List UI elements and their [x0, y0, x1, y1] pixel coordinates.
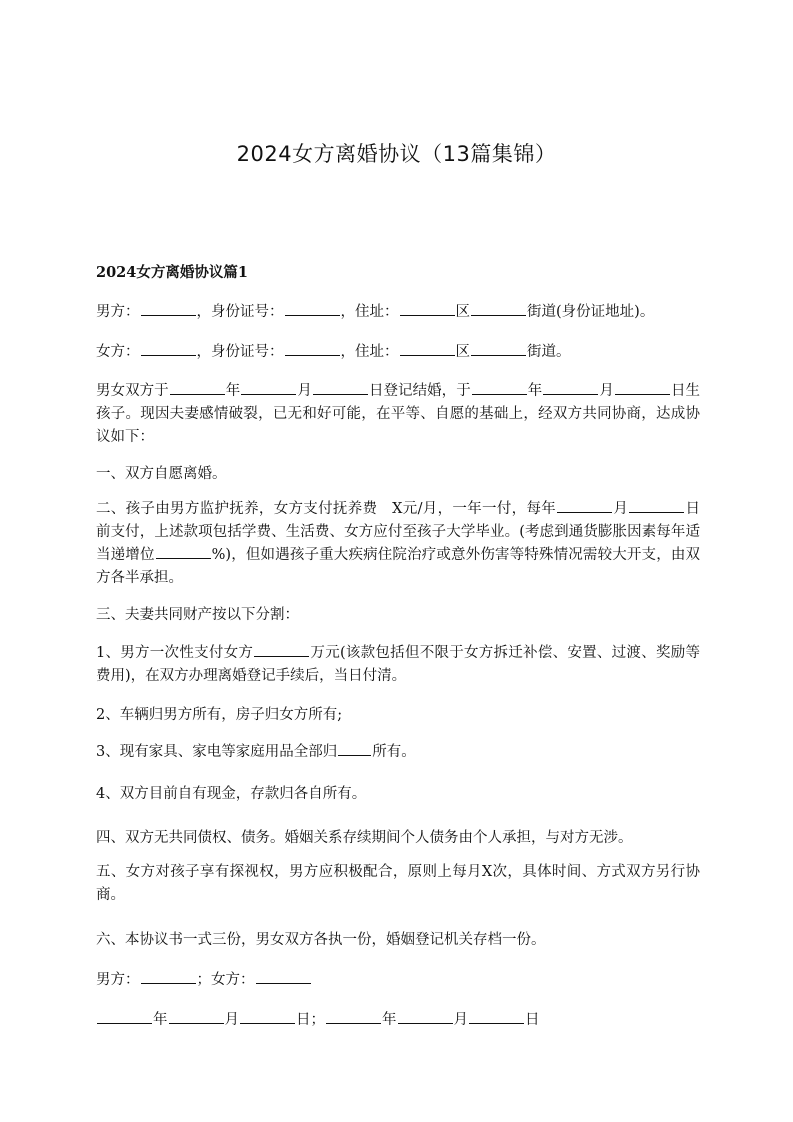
- label-text: ，身份证号：: [196, 344, 284, 360]
- blank-field: [141, 301, 196, 316]
- blank-field: [285, 301, 340, 316]
- label-text: 年: [382, 1012, 397, 1028]
- blank-field: [326, 1009, 381, 1024]
- section-title: 2024女方离婚协议篇1: [96, 264, 248, 281]
- label-text: ，住址：: [340, 344, 399, 360]
- label-text: 区: [455, 344, 470, 360]
- blank-field: [557, 498, 612, 513]
- label-text: ，身份证号：: [196, 304, 284, 320]
- blank-field: [543, 380, 598, 395]
- label-text: 男方：: [96, 304, 140, 320]
- item-3: [96, 741, 700, 764]
- label-text: 日生孩子。现因夫妻感情破裂，已无和好可能，在平等、自愿的基础上，经双方共同协商，达成协议如下：: [96, 383, 701, 445]
- blank-field: [400, 341, 455, 356]
- clause-5: 五、女方对孩子享有探视权，男方应积极配合，原则上每月X次，具体时间、方式双方另行协商。: [96, 864, 700, 903]
- label-text: %)，但如遇孩子重大疾病住院治疗或意外伤害等特殊情况需较大开支，由双方各半承担。: [96, 547, 701, 586]
- blank-field: [97, 1009, 152, 1024]
- label-text: 年: [153, 1012, 168, 1028]
- item-2: 2、车辆归男方所有，房子归女方所有;: [96, 707, 343, 723]
- item-4: 4、双方目前自有现金，存款归各自所有。: [96, 786, 367, 802]
- label-text: 日登记结婚，于: [368, 383, 471, 399]
- label-text: 男方：: [96, 972, 140, 988]
- label-text: 万元(该款包括但不限于女方拆迁补偿、安置、过渡、奖励等费用)，在双方办理离婚登记手续后，当日付清。: [96, 645, 700, 684]
- blank-field: [141, 341, 196, 356]
- label-text: 男女双方于: [96, 383, 169, 399]
- blank-field: [469, 1009, 524, 1024]
- label-text: 月: [453, 1012, 468, 1028]
- label-text: 所有。: [372, 744, 416, 760]
- blank-field: [170, 380, 225, 395]
- label-text: 月: [224, 1012, 239, 1028]
- blank-field: [313, 380, 368, 395]
- label-text: 月: [613, 501, 629, 517]
- label-text: 月: [297, 383, 312, 399]
- blank-field: [338, 741, 371, 756]
- blank-field: [629, 498, 684, 513]
- blank-field: [254, 642, 309, 657]
- document-title: 2024女方离婚协议（13篇集锦）: [236, 142, 557, 166]
- label-text: 年: [527, 383, 543, 399]
- blank-field: [615, 380, 670, 395]
- blank-field: [471, 341, 526, 356]
- blank-field: [256, 969, 311, 984]
- label-text: 二、孩子由男方监护抚养，女方支付抚养费 X元/月，一年一付，每年: [96, 501, 557, 517]
- blank-field: [169, 1009, 224, 1024]
- label-text: 街道。: [527, 344, 571, 360]
- blank-field: [285, 341, 340, 356]
- label-text: 年: [225, 383, 241, 399]
- clause-6: 六、本协议书一式三份，男女双方各执一份，婚姻登记机关存档一份。: [96, 932, 546, 948]
- label-text: 月: [599, 383, 614, 399]
- blank-field: [141, 969, 196, 984]
- blank-field: [398, 1009, 453, 1024]
- blank-field: [400, 301, 455, 316]
- blank-field: [241, 380, 296, 395]
- label-text: 1、男方一次性支付女方: [96, 645, 254, 661]
- label-text: 日；: [296, 1012, 325, 1028]
- man-info-line: [96, 301, 700, 324]
- date-line: [96, 1009, 700, 1032]
- label-text: 女方：: [96, 344, 140, 360]
- label-text: 街道(身份证地址)。: [527, 304, 655, 320]
- label-text: 3、现有家具、家电等家庭用品全部归: [96, 744, 338, 760]
- label-text: ，住址：: [340, 304, 399, 320]
- marriage-paragraph: [96, 380, 700, 449]
- clause-1: 一、双方自愿离婚。: [96, 466, 227, 482]
- clause-4: 四、双方无共同债权、债务。婚姻关系存续期间个人债务由个人承担，与对方无涉。: [96, 830, 633, 846]
- label-text: ；女方：: [196, 972, 255, 988]
- clause-2: [96, 498, 700, 590]
- blank-field: [156, 544, 211, 559]
- label-text: 日前支付，上述款项包括学费、生活费、女方应付至孩子大学毕业。(考虑到通货膨胀因素每年适当递增位: [96, 501, 700, 563]
- woman-info-line: [96, 341, 700, 364]
- label-text: 区: [455, 304, 470, 320]
- blank-field: [472, 380, 527, 395]
- label-text: 日: [525, 1012, 540, 1028]
- blank-field: [240, 1009, 295, 1024]
- item-1: [96, 642, 700, 688]
- clause-3: 三、夫妻共同财产按以下分割：: [96, 607, 299, 623]
- blank-field: [471, 301, 526, 316]
- signature-line: [96, 969, 700, 992]
